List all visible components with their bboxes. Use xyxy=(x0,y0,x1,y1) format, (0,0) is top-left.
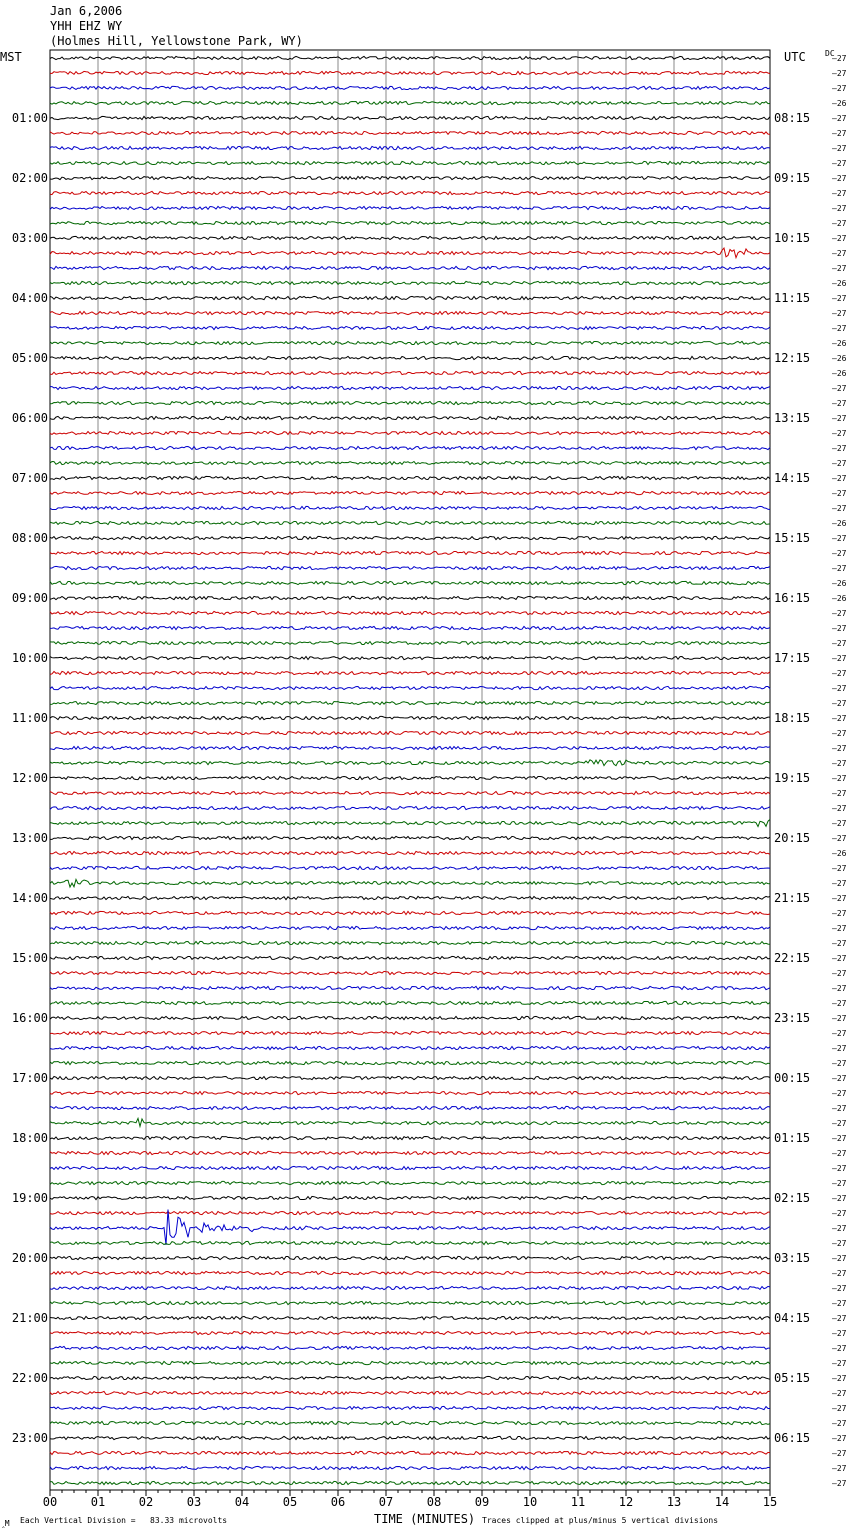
x-axis-title: TIME (MINUTES) xyxy=(374,1512,476,1526)
seismic-trace xyxy=(50,101,770,104)
seismic-trace xyxy=(50,1106,770,1109)
seismic-trace xyxy=(50,326,770,329)
x-tick-label: 00 xyxy=(42,1495,58,1509)
dc-offset-label: –27 xyxy=(832,69,847,78)
seismic-trace xyxy=(50,956,770,959)
mst-hour-label: 02:00 xyxy=(11,171,48,185)
mst-hour-label: 05:00 xyxy=(11,351,48,365)
seismic-trace xyxy=(50,116,770,119)
seismic-trace xyxy=(50,1481,770,1484)
dc-offset-label: –27 xyxy=(832,1179,847,1188)
dc-offset-label: –27 xyxy=(832,1299,847,1308)
utc-hour-label: 05:15 xyxy=(774,1371,811,1385)
dc-offset-label: –26 xyxy=(832,99,847,108)
seismic-trace xyxy=(50,701,770,704)
dc-offset-label: –27 xyxy=(832,1029,847,1038)
seismic-trace xyxy=(50,446,770,449)
utc-hour-label: 09:15 xyxy=(774,171,811,185)
mst-hour-label: 20:00 xyxy=(11,1251,48,1265)
utc-hour-label: 06:15 xyxy=(774,1431,811,1445)
dc-offset-label: –27 xyxy=(832,804,847,813)
dc-offset-label: –27 xyxy=(832,399,847,408)
dc-offset-label: –27 xyxy=(832,549,847,558)
seismic-trace xyxy=(50,657,770,660)
mst-hour-label: 16:00 xyxy=(11,1011,48,1025)
dc-offset-label: –27 xyxy=(832,1119,847,1128)
dc-offset-label: –27 xyxy=(832,189,847,198)
mst-hour-label: 13:00 xyxy=(11,831,48,845)
dc-offset-label: –26 xyxy=(832,279,847,288)
mst-hour-label: 10:00 xyxy=(11,651,48,665)
utc-hour-label: 08:15 xyxy=(774,111,811,125)
dc-offset-label: –27 xyxy=(832,54,847,63)
dc-offset-label: –27 xyxy=(832,684,847,693)
seismic-trace xyxy=(50,1016,770,1019)
seismic-trace xyxy=(50,581,770,584)
seismic-trace xyxy=(50,461,770,464)
dc-offset-label: –27 xyxy=(832,1074,847,1083)
seismic-trace xyxy=(50,1421,770,1424)
dc-offset-label: –27 xyxy=(832,1134,847,1143)
seismic-trace xyxy=(50,1166,770,1169)
scale-note: Each Vertical Division = 83.33 microvolts xyxy=(20,1516,228,1525)
seismic-trace xyxy=(50,1271,770,1274)
right-axis-label: UTC xyxy=(784,50,806,64)
mst-hour-label: 23:00 xyxy=(11,1431,48,1445)
seismic-trace xyxy=(50,896,770,899)
seismic-trace xyxy=(50,1136,770,1139)
clip-note: Traces clipped at plus/minus 5 vertical divisions xyxy=(482,1516,719,1525)
seismic-trace xyxy=(50,1211,770,1214)
dc-offset-label: –27 xyxy=(832,1284,847,1293)
seismic-trace xyxy=(50,716,770,719)
seismic-trace xyxy=(50,791,770,794)
dc-offset-label: –27 xyxy=(832,864,847,873)
utc-hour-label: 19:15 xyxy=(774,771,811,785)
dc-offset-label: –27 xyxy=(832,504,847,513)
dc-offset-label: –27 xyxy=(832,384,847,393)
x-tick-label: 13 xyxy=(666,1495,682,1509)
seismic-trace xyxy=(50,596,770,599)
utc-hour-label: 21:15 xyxy=(774,891,811,905)
seismic-trace xyxy=(50,1210,770,1245)
dc-offset-label: –27 xyxy=(832,309,847,318)
seismic-trace xyxy=(50,191,770,194)
dc-offset-label: –27 xyxy=(832,669,847,678)
seismic-trace xyxy=(50,1451,770,1454)
dc-offset-label: –27 xyxy=(832,1059,847,1068)
seismic-trace xyxy=(50,686,770,689)
seismic-trace xyxy=(50,266,770,269)
x-tick-label: 10 xyxy=(522,1495,538,1509)
dc-offset-label: –26 xyxy=(832,579,847,588)
x-tick-label: 14 xyxy=(714,1495,730,1509)
utc-hour-label: 10:15 xyxy=(774,231,811,245)
seismic-trace xyxy=(50,1436,770,1439)
dc-offset-label: –27 xyxy=(832,1434,847,1443)
dc-offset-label: –27 xyxy=(832,1224,847,1233)
seismic-trace xyxy=(50,356,770,359)
seismic-trace xyxy=(50,866,770,869)
seismic-trace xyxy=(50,1031,770,1034)
seismic-trace xyxy=(50,431,770,434)
seismic-trace xyxy=(50,746,770,749)
seismic-trace xyxy=(50,941,770,944)
seismic-trace xyxy=(50,521,770,524)
dc-offset-label: –26 xyxy=(832,519,847,528)
dc-offset-label: –26 xyxy=(832,594,847,603)
seismic-trace xyxy=(50,131,770,134)
dc-offset-label: –27 xyxy=(832,999,847,1008)
mst-hour-label: 21:00 xyxy=(11,1311,48,1325)
dc-offset-label: –27 xyxy=(832,639,847,648)
seismic-trace xyxy=(50,760,770,766)
dc-offset-label: –26 xyxy=(832,354,847,363)
seismic-trace xyxy=(50,776,770,779)
seismic-trace xyxy=(50,1376,770,1379)
dc-offset-label: –27 xyxy=(832,1359,847,1368)
mst-hour-label: 18:00 xyxy=(11,1131,48,1145)
seismic-trace xyxy=(50,971,770,974)
dc-offset-label: –27 xyxy=(832,489,847,498)
seismic-trace xyxy=(50,911,770,914)
seismic-trace xyxy=(50,491,770,494)
seismic-trace xyxy=(50,1466,770,1469)
dc-offset-label: –27 xyxy=(832,609,847,618)
mst-hour-label: 03:00 xyxy=(11,231,48,245)
mst-hour-label: 15:00 xyxy=(11,951,48,965)
x-tick-label: 04 xyxy=(234,1495,250,1509)
dc-offset-label: –27 xyxy=(832,1449,847,1458)
seismic-trace xyxy=(50,296,770,299)
seismic-trace xyxy=(50,536,770,539)
x-tick-label: 11 xyxy=(570,1495,586,1509)
dc-offset-label: –27 xyxy=(832,249,847,258)
station-location: (Holmes Hill, Yellowstone Park, WY) xyxy=(50,34,303,48)
utc-hour-label: 22:15 xyxy=(774,951,811,965)
seismic-trace xyxy=(50,1361,770,1364)
dc-offset-label: –27 xyxy=(832,1254,847,1263)
mst-hour-label: 04:00 xyxy=(11,291,48,305)
seismic-trace xyxy=(50,1241,770,1244)
seismic-trace xyxy=(50,851,770,854)
dc-offset-label: –27 xyxy=(832,789,847,798)
x-tick-label: 02 xyxy=(138,1495,154,1509)
seismic-trace xyxy=(50,1346,770,1349)
x-tick-label: 05 xyxy=(282,1495,298,1509)
dc-offset-label: –27 xyxy=(832,459,847,468)
dc-offset-label: –27 xyxy=(832,1404,847,1413)
utc-hour-label: 03:15 xyxy=(774,1251,811,1265)
left-axis-label: MST xyxy=(0,50,22,64)
seismic-trace xyxy=(50,71,770,74)
seismic-trace xyxy=(50,386,770,389)
seismic-trace xyxy=(50,641,770,644)
dc-label: DC xyxy=(825,49,835,58)
dc-offset-label: –27 xyxy=(832,954,847,963)
seismic-trace xyxy=(50,731,770,734)
corner-mark: ‸M xyxy=(2,1519,10,1528)
utc-hour-label: 02:15 xyxy=(774,1191,811,1205)
seismic-trace xyxy=(50,1256,770,1259)
dc-offset-label: –27 xyxy=(832,1269,847,1278)
seismic-trace xyxy=(50,371,770,374)
seismic-trace xyxy=(50,401,770,404)
dc-offset-label: –27 xyxy=(832,219,847,228)
seismic-trace xyxy=(50,236,770,239)
dc-offset-label: –27 xyxy=(832,144,847,153)
dc-offset-label: –27 xyxy=(832,414,847,423)
utc-hour-label: 00:15 xyxy=(774,1071,811,1085)
x-tick-label: 06 xyxy=(330,1495,346,1509)
dc-offset-label: –27 xyxy=(832,1329,847,1338)
utc-hour-label: 15:15 xyxy=(774,531,811,545)
seismic-trace xyxy=(50,566,770,569)
seismic-trace xyxy=(50,1046,770,1049)
seismic-trace xyxy=(50,1076,770,1079)
dc-offset-label: –27 xyxy=(832,1104,847,1113)
seismic-trace xyxy=(50,611,770,614)
dc-offset-label: –27 xyxy=(832,909,847,918)
seismic-trace xyxy=(50,161,770,164)
dc-offset-label: –27 xyxy=(832,729,847,738)
seismic-trace xyxy=(50,1151,770,1154)
mst-hour-label: 22:00 xyxy=(11,1371,48,1385)
x-tick-label: 03 xyxy=(186,1495,202,1509)
seismic-trace xyxy=(50,1196,770,1199)
dc-offset-label: –27 xyxy=(832,1464,847,1473)
dc-offset-label: –27 xyxy=(832,564,847,573)
seismic-trace xyxy=(50,819,770,826)
dc-offset-label: –27 xyxy=(832,84,847,93)
utc-hour-label: 14:15 xyxy=(774,471,811,485)
seismic-trace xyxy=(50,626,770,629)
utc-hour-label: 13:15 xyxy=(774,411,811,425)
mst-hour-label: 06:00 xyxy=(11,411,48,425)
dc-offset-label: –27 xyxy=(832,894,847,903)
seismic-trace xyxy=(50,1286,770,1289)
dc-offset-label: –27 xyxy=(832,1389,847,1398)
seismic-trace xyxy=(50,1391,770,1394)
seismic-trace xyxy=(50,248,770,258)
utc-hour-label: 23:15 xyxy=(774,1011,811,1025)
dc-offset-label: –27 xyxy=(832,534,847,543)
x-tick-label: 01 xyxy=(90,1495,106,1509)
seismic-trace xyxy=(50,56,770,59)
mst-hour-label: 17:00 xyxy=(11,1071,48,1085)
seismic-trace xyxy=(50,146,770,149)
dc-offset-label: –27 xyxy=(832,444,847,453)
seismic-trace xyxy=(50,206,770,209)
dc-offset-label: –27 xyxy=(832,759,847,768)
dc-offset-label: –27 xyxy=(832,1209,847,1218)
mst-hour-label: 07:00 xyxy=(11,471,48,485)
dc-offset-label: –26 xyxy=(832,339,847,348)
utc-hour-label: 12:15 xyxy=(774,351,811,365)
dc-offset-label: –27 xyxy=(832,879,847,888)
dc-offset-label: –27 xyxy=(832,234,847,243)
x-tick-label: 15 xyxy=(762,1495,778,1509)
dc-offset-label: –27 xyxy=(832,1149,847,1158)
mst-hour-label: 19:00 xyxy=(11,1191,48,1205)
seismic-trace xyxy=(50,879,770,887)
dc-offset-label: –27 xyxy=(832,1314,847,1323)
dc-offset-label: –27 xyxy=(832,129,847,138)
x-tick-label: 07 xyxy=(378,1495,394,1509)
mst-hour-label: 14:00 xyxy=(11,891,48,905)
utc-hour-label: 04:15 xyxy=(774,1311,811,1325)
dc-offset-label: –27 xyxy=(832,1419,847,1428)
seismic-trace xyxy=(50,176,770,179)
dc-offset-label: –27 xyxy=(832,744,847,753)
mst-hour-label: 11:00 xyxy=(11,711,48,725)
x-tick-label: 08 xyxy=(426,1495,442,1509)
dc-offset-label: –27 xyxy=(832,699,847,708)
seismic-trace xyxy=(50,506,770,509)
seismic-trace xyxy=(50,806,770,809)
dc-offset-label: –27 xyxy=(832,984,847,993)
dc-offset-label: –27 xyxy=(832,714,847,723)
seismic-trace xyxy=(50,311,770,314)
dc-offset-label: –26 xyxy=(832,849,847,858)
seismic-trace xyxy=(50,1091,770,1094)
dc-offset-label: –27 xyxy=(832,264,847,273)
dc-offset-label: –27 xyxy=(832,774,847,783)
utc-hour-label: 16:15 xyxy=(774,591,811,605)
dc-offset-label: –27 xyxy=(832,624,847,633)
seismic-trace xyxy=(50,1406,770,1409)
dc-offset-label: –27 xyxy=(832,1089,847,1098)
dc-offset-label: –27 xyxy=(832,834,847,843)
mst-hour-label: 01:00 xyxy=(11,111,48,125)
utc-hour-label: 01:15 xyxy=(774,1131,811,1145)
dc-offset-label: –27 xyxy=(832,969,847,978)
seismic-trace xyxy=(50,1301,770,1304)
seismic-trace xyxy=(50,926,770,929)
dc-offset-label: –27 xyxy=(832,429,847,438)
dc-offset-label: –27 xyxy=(832,1164,847,1173)
seismic-trace xyxy=(50,1061,770,1064)
seismic-trace xyxy=(50,1316,770,1319)
dc-offset-label: –27 xyxy=(832,1014,847,1023)
seismic-trace xyxy=(50,836,770,839)
seismic-trace xyxy=(50,86,770,89)
dc-offset-label: –27 xyxy=(832,1044,847,1053)
seismic-trace xyxy=(50,1001,770,1004)
record-date: Jan 6,2006 xyxy=(50,4,123,18)
mst-hour-label: 08:00 xyxy=(11,531,48,545)
seismic-trace xyxy=(50,671,770,674)
dc-offset-label: –27 xyxy=(832,924,847,933)
seismic-trace xyxy=(50,476,770,479)
seismic-trace xyxy=(50,1118,770,1126)
seismic-trace xyxy=(50,551,770,554)
utc-hour-label: 11:15 xyxy=(774,291,811,305)
dc-offset-label: –27 xyxy=(832,654,847,663)
seismic-trace xyxy=(50,281,770,284)
dc-offset-label: –26 xyxy=(832,369,847,378)
dc-offset-label: –27 xyxy=(832,474,847,483)
seismic-trace xyxy=(50,1331,770,1334)
dc-offset-label: –27 xyxy=(832,114,847,123)
dc-offset-label: –27 xyxy=(832,1194,847,1203)
mst-hour-label: 09:00 xyxy=(11,591,48,605)
utc-hour-label: 20:15 xyxy=(774,831,811,845)
dc-offset-label: –27 xyxy=(832,1239,847,1248)
dc-offset-label: –27 xyxy=(832,1344,847,1353)
mst-hour-label: 12:00 xyxy=(11,771,48,785)
dc-offset-label: –27 xyxy=(832,204,847,213)
seismic-trace xyxy=(50,341,770,344)
seismic-trace xyxy=(50,416,770,419)
x-tick-label: 09 xyxy=(474,1495,490,1509)
utc-hour-label: 17:15 xyxy=(774,651,811,665)
dc-offset-label: –27 xyxy=(832,159,847,168)
dc-offset-label: –27 xyxy=(832,324,847,333)
station-code: YHH EHZ WY xyxy=(50,19,123,33)
dc-offset-label: –27 xyxy=(832,174,847,183)
x-tick-label: 12 xyxy=(618,1495,634,1509)
utc-hour-label: 18:15 xyxy=(774,711,811,725)
dc-offset-label: –27 xyxy=(832,294,847,303)
dc-offset-label: –27 xyxy=(832,1479,847,1488)
dc-offset-label: –27 xyxy=(832,1374,847,1383)
dc-offset-label: –27 xyxy=(832,819,847,828)
seismic-trace xyxy=(50,221,770,224)
seismic-trace xyxy=(50,986,770,989)
seismic-trace xyxy=(50,1181,770,1184)
dc-offset-label: –27 xyxy=(832,939,847,948)
